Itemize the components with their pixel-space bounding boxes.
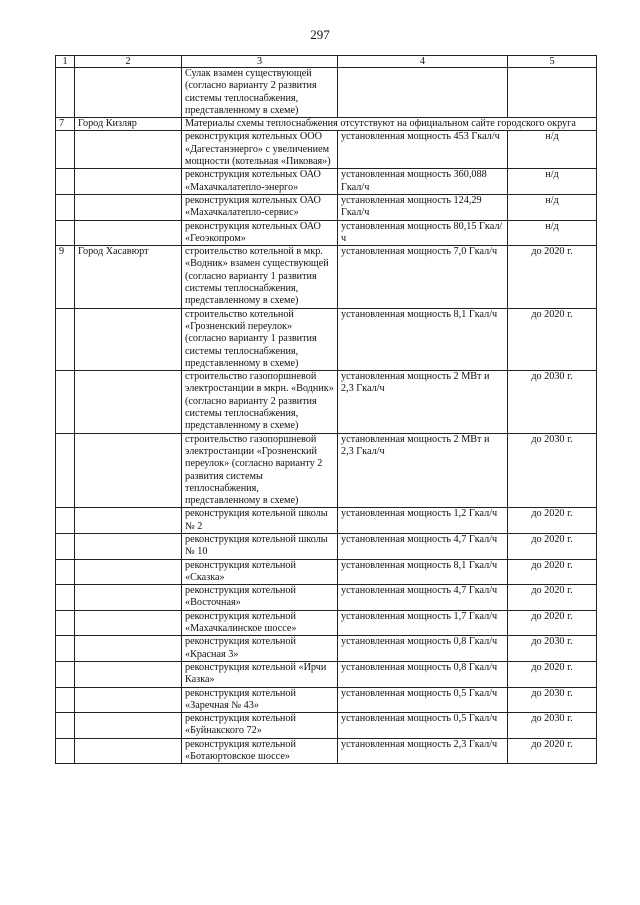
deadline-cell: до 2030 г. bbox=[508, 636, 597, 662]
row-number-cell bbox=[56, 220, 75, 246]
row-number-cell bbox=[56, 508, 75, 534]
row-number-cell bbox=[56, 661, 75, 687]
table-header-row bbox=[56, 56, 597, 68]
table-row bbox=[56, 169, 597, 195]
city-cell bbox=[75, 636, 182, 662]
table-row bbox=[56, 508, 597, 534]
capacity-cell: установленная мощность 2,3 Гкал/ч bbox=[338, 738, 508, 764]
deadline-cell: до 2030 г. bbox=[508, 687, 597, 713]
city-cell bbox=[75, 194, 182, 220]
row-number-cell bbox=[56, 68, 75, 118]
city-cell: Город Кизляр bbox=[75, 118, 182, 131]
city-cell bbox=[75, 661, 182, 687]
city-cell bbox=[75, 585, 182, 611]
header-cell: 1 bbox=[56, 56, 75, 68]
measure-cell: реконструкция котельных ОАО «Махачкалатепло-энерго» bbox=[182, 169, 338, 195]
table-row bbox=[56, 533, 597, 559]
deadline-cell: до 2020 г. bbox=[508, 661, 597, 687]
city-cell bbox=[75, 169, 182, 195]
table-row bbox=[56, 68, 597, 118]
measure-cell: строительство газопоршневой электростанции «Грозненский переулок» (согласно варианту 2 развития системы теплоснабжения, представленному в схеме) bbox=[182, 433, 338, 508]
capacity-cell: установленная мощность 80,15 Гкал/ч bbox=[338, 220, 508, 246]
note-cell: Материалы схемы теплоснабжения отсутствуют на официальном сайте городского округа bbox=[182, 118, 597, 131]
measure-cell: Сулак взамен существующей (согласно варианту 2 развития системы теплоснабжения, представленному в схеме) bbox=[182, 68, 338, 118]
city-cell bbox=[75, 68, 182, 118]
capacity-cell: установленная мощность 2 МВт и 2,3 Гкал/ч bbox=[338, 433, 508, 508]
measure-cell: реконструкция котельной «Красная 3» bbox=[182, 636, 338, 662]
capacity-cell: установленная мощность 1,7 Гкал/ч bbox=[338, 610, 508, 636]
city-cell bbox=[75, 508, 182, 534]
table-row bbox=[56, 371, 597, 433]
deadline-cell: до 2020 г. bbox=[508, 533, 597, 559]
row-number-cell: 7 bbox=[56, 118, 75, 131]
measure-cell: реконструкция котельной школы № 10 bbox=[182, 533, 338, 559]
row-number-cell bbox=[56, 169, 75, 195]
city-cell bbox=[75, 220, 182, 246]
city-cell: Город Хасавюрт bbox=[75, 246, 182, 308]
deadline-cell: до 2020 г. bbox=[508, 559, 597, 585]
table-row bbox=[56, 194, 597, 220]
table-row bbox=[56, 246, 597, 308]
capacity-cell: установленная мощность 8,1 Гкал/ч bbox=[338, 308, 508, 370]
table-row bbox=[56, 559, 597, 585]
table-row bbox=[56, 610, 597, 636]
deadline-cell: до 2020 г. bbox=[508, 610, 597, 636]
row-number-cell bbox=[56, 433, 75, 508]
table-row bbox=[56, 636, 597, 662]
row-number-cell: 9 bbox=[56, 246, 75, 308]
measure-cell: реконструкция котельной «Ирчи Казка» bbox=[182, 661, 338, 687]
city-cell bbox=[75, 533, 182, 559]
city-cell bbox=[75, 433, 182, 508]
capacity-cell: установленная мощность 7,0 Гкал/ч bbox=[338, 246, 508, 308]
capacity-cell: установленная мощность 0,5 Гкал/ч bbox=[338, 713, 508, 739]
deadline-cell: до 2030 г. bbox=[508, 433, 597, 508]
table-row bbox=[56, 713, 597, 739]
row-number-cell bbox=[56, 131, 75, 169]
row-number-cell bbox=[56, 585, 75, 611]
capacity-cell: установленная мощность 360,088 Гкал/ч bbox=[338, 169, 508, 195]
city-cell bbox=[75, 610, 182, 636]
table-row bbox=[56, 308, 597, 370]
capacity-cell: установленная мощность 4,7 Гкал/ч bbox=[338, 533, 508, 559]
row-number-cell bbox=[56, 308, 75, 370]
measure-cell: реконструкция котельных ООО «Дагестанэнерго» с увеличением мощности (котельная «Пиковая») bbox=[182, 131, 338, 169]
city-cell bbox=[75, 131, 182, 169]
row-number-cell bbox=[56, 636, 75, 662]
measure-cell: строительство котельной «Грозненский переулок» (согласно варианту 1 развития системы теплоснабжения, представленному в схеме) bbox=[182, 308, 338, 370]
city-cell bbox=[75, 308, 182, 370]
row-number-cell bbox=[56, 371, 75, 433]
capacity-cell: установленная мощность 0,8 Гкал/ч bbox=[338, 636, 508, 662]
city-cell bbox=[75, 559, 182, 585]
city-cell bbox=[75, 738, 182, 764]
plan-table bbox=[55, 55, 597, 764]
measure-cell: реконструкция котельной «Сказка» bbox=[182, 559, 338, 585]
capacity-cell: установленная мощность 4,7 Гкал/ч bbox=[338, 585, 508, 611]
deadline-cell: до 2020 г. bbox=[508, 508, 597, 534]
capacity-cell: установленная мощность 1,2 Гкал/ч bbox=[338, 508, 508, 534]
measure-cell: реконструкция котельных ОАО «Махачкалатепло-сервис» bbox=[182, 194, 338, 220]
deadline-cell: до 2030 г. bbox=[508, 713, 597, 739]
deadline-cell: до 2020 г. bbox=[508, 308, 597, 370]
header-cell: 5 bbox=[508, 56, 597, 68]
deadline-cell: до 2030 г. bbox=[508, 371, 597, 433]
capacity-cell bbox=[338, 68, 508, 118]
row-number-cell bbox=[56, 194, 75, 220]
row-number-cell bbox=[56, 610, 75, 636]
capacity-cell: установленная мощность 0,8 Гкал/ч bbox=[338, 661, 508, 687]
deadline-cell: до 2020 г. bbox=[508, 246, 597, 308]
deadline-cell: н/д bbox=[508, 131, 597, 169]
row-number-cell bbox=[56, 713, 75, 739]
row-number-cell bbox=[56, 738, 75, 764]
measure-cell: реконструкция котельных ОАО «Геоэкопром» bbox=[182, 220, 338, 246]
deadline-cell: н/д bbox=[508, 220, 597, 246]
measure-cell: реконструкция котельной «Восточная» bbox=[182, 585, 338, 611]
deadline-cell bbox=[508, 68, 597, 118]
page-number: 297 bbox=[310, 27, 330, 42]
table-row bbox=[56, 687, 597, 713]
table-row bbox=[56, 585, 597, 611]
header-cell: 3 bbox=[182, 56, 338, 68]
header-cell: 2 bbox=[75, 56, 182, 68]
table-row bbox=[56, 131, 597, 169]
city-cell bbox=[75, 687, 182, 713]
measure-cell: реконструкция котельной «Буйнакского 72» bbox=[182, 713, 338, 739]
deadline-cell: до 2020 г. bbox=[508, 585, 597, 611]
deadline-cell: н/д bbox=[508, 169, 597, 195]
capacity-cell: установленная мощность 8,1 Гкал/ч bbox=[338, 559, 508, 585]
table-row bbox=[56, 738, 597, 764]
row-number-cell bbox=[56, 687, 75, 713]
measure-cell: реконструкция котельной школы № 2 bbox=[182, 508, 338, 534]
row-number-cell bbox=[56, 559, 75, 585]
city-cell bbox=[75, 371, 182, 433]
deadline-cell: до 2020 г. bbox=[508, 738, 597, 764]
table-row bbox=[56, 433, 597, 508]
city-cell bbox=[75, 713, 182, 739]
table-row bbox=[56, 220, 597, 246]
capacity-cell: установленная мощность 124,29 Гкал/ч bbox=[338, 194, 508, 220]
measure-cell: реконструкция котельной «Махачкалинское шоссе» bbox=[182, 610, 338, 636]
measure-cell: реконструкция котельной «Ботаюртовское шоссе» bbox=[182, 738, 338, 764]
row-number-cell bbox=[56, 533, 75, 559]
measure-cell: строительство газопоршневой электростанции в мкрн. «Водник» (согласно варианту 2 развития системы теплоснабжения, представленному в схеме) bbox=[182, 371, 338, 433]
table-row bbox=[56, 118, 597, 131]
table-row bbox=[56, 661, 597, 687]
measure-cell: реконструкция котельной «Заречная № 43» bbox=[182, 687, 338, 713]
capacity-cell: установленная мощность 0,5 Гкал/ч bbox=[338, 687, 508, 713]
header-cell: 4 bbox=[338, 56, 508, 68]
capacity-cell: установленная мощность 2 МВт и 2,3 Гкал/ч bbox=[338, 371, 508, 433]
measure-cell: строительство котельной в мкр. «Водник» взамен существующей (согласно варианту 1 развития системы теплоснабжения, представленному в схеме) bbox=[182, 246, 338, 308]
deadline-cell: н/д bbox=[508, 194, 597, 220]
capacity-cell: установленная мощность 453 Гкал/ч bbox=[338, 131, 508, 169]
